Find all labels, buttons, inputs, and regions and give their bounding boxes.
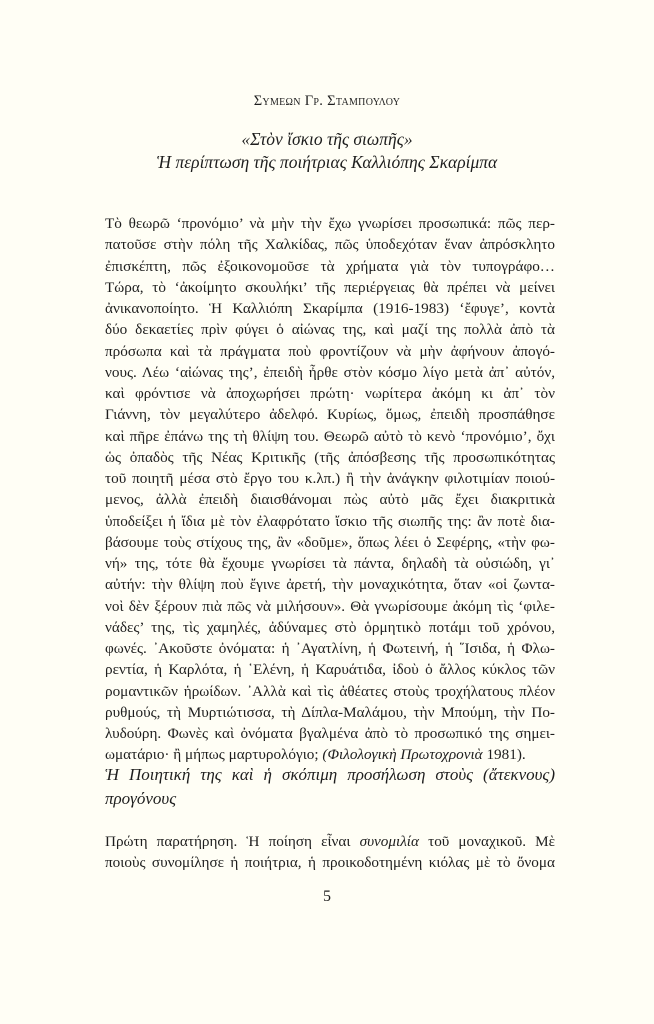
text-line: ποιοὺς συνομίλησε ἡ ποιήτρια, ἡ προικοδοτημένη κιόλας μὲ τὸ ὄνομα [105,854,555,872]
text-run: τοῦ μοναχικοῦ. Μὲ [419,833,556,850]
text-line: δύο δεκαετίες πρὶν φύγει ὁ αἰώνας της, καὶ μαζί της πολλὰ ἀπὸ τὰ [105,321,555,339]
text-line: ὡς ὀπαδὸς τῆς Νέας Κριτικῆς (τῆς ἀπόσβεσης τῆς προσωπικότητας [105,448,555,466]
text-line: ὑποδείξει ἡ ἴδια μὲ τὸν ἐλαφρότατο ἴσκιο τῆς σιωπῆς της: ἂν ποτὲ δια- [105,512,555,530]
text-line: πρόσωπα καὶ τὰ πράγματα ποὺ φροντίζουν νὰ μὴν ἀφήνουν ἀπογό- [105,342,555,360]
text-run: Πρώτη παρατήρηση. Ἡ ποίηση εἶναι [105,833,360,850]
text-line [105,831,555,852]
text-line: βάσουμε τοὺς στίχους της, ἂν «δοῦμε», ὅπως λέει ὁ Σεφέρης, «τὴν φω- [105,533,555,551]
page-number: 5 [323,888,331,905]
citation-year: 1981). [482,746,526,764]
text-line: νοὶ δὲν ξέρουν πιὰ πῶς νὰ μιλήσουν». Θὰ γνωρίσουμε ἀκόμη τὶς ‘φιλε- [105,597,555,615]
paragraph-1 [105,213,555,766]
text-line: νάδες’ της, τὶς χαμηλές, ἀδύναμες στὸ ὁρμητικὸ ποτάμι τοῦ χρόνου, [105,618,555,636]
text-line: λυδούρη. Φωνὲς καὶ ὀνόματα βγαλμένα ἀπὸ τὸ προσωπικό της σημει- [105,725,555,742]
text-line: τοῦ ποιητῆ μέσα στὸ ἔργο του κ.λπ.) ἢ τὴν ἀνάγκην φιλοτιμίαν ποιού- [105,470,555,487]
text-line: καὶ πῆρε ἐπάνω της τὴ θλίψη του. Θεωρῶ αὐτὸ τὸ κενὸ ‘προνόμιο’, ὄχι [105,427,555,445]
text-line: φωνές. ᾿Ακοῦστε ὀνόματα: ἡ ᾿Αγατλίνη, ἡ Φωτεινή, ἡ ῞Ισιδα, ἡ Φλω- [105,640,555,657]
text-line: ρυθμούς, τὴ Μυρτιώτισσα, τὴ Δίπλα-Μαλάμου, τὴν Μπούμη, τὴν Πο- [105,703,555,721]
chapter-title-subtitle: Ἡ περίπτωση τῆς ποιήτριας Καλλιόπης Σκαρίμπα [156,152,498,172]
emphasis-word: συνομιλία [359,833,419,850]
chapter-title [0,128,654,174]
paragraph-2 [105,831,555,874]
text-line: καὶ φρόντισε νὰ ἀποχωρήσει πρώτη· νωρίτερα ἀκόμη κι ἀπ᾽ τὸν [105,385,555,402]
text-line: Τώρα, τὸ ‘ἀκοίμητο σκουλήκι’ τῆς περιέργειας θὰ πρέπει νὰ μείνει [105,278,555,296]
text-line: μενος, ἀλλὰ ἐπειδὴ διαισθάνομαι πὼς αὐτὸ μᾶς ἔχει διακριτικὰ [105,491,555,509]
running-head-author: Συμεων Γρ. Σταμπουλου [253,93,401,109]
section-heading [105,763,555,811]
text-line: Γιάννη, τὸν μεγαλύτερο ἀδελφό. Κυρίως, ὅμως, ἐπειδὴ προσπάθησε [105,406,555,424]
text-line: αὐτήν: τὴν θλίψη ποὺ ἔγινε ἀρετή, τὴν μοναχικότητα, ὅταν «οἱ ζωντα- [105,576,555,594]
text-line: Τὸ θεωρῶ ‘προνόμιο’ νὰ μὴν τὴν ἔχω γνωρίσει προσωπικά: πῶς περ- [105,215,555,232]
text-line: νους. Λέω ‘αἰώνας της’, ἐπειδὴ ἦρθε στὸν κόσμο λίγο μετὰ ἀπ᾽ αὐτόν, [105,363,555,381]
text-line: ρομαντικῶν ἡρωίδων. ᾿Αλλὰ καὶ τὶς ἀθέατες στοὺς τροχήλατους πλέον [105,682,555,700]
section-heading-line: προγόνους [105,789,177,808]
text-line: ἐπισκέπτη, πῶς ἐξοικονομοῦσε τὰ χρήματα γιὰ τὸν τυπογράφο… [105,257,555,275]
text-line: ρεντία, ἡ Καρλότα, ἡ ῾Ελένη, ἡ Καρυάτιδα, ἰδοὺ ὁ ἄλλος κύκλος τῶν [105,661,555,679]
text-line: νή» της, τότε θὰ ἔχουμε γνωρίσει τὰ πάντα, δηλαδὴ τὰ οὐσιώδη, γι᾽ [105,555,555,572]
citation-title: (Φιλολογικὴ Πρωτοχρονιὰ [322,746,483,764]
text-run: ωματάριο· ἢ μήπως μαρτυρολόγιο; [105,746,323,764]
text-line: ἀνικανοποίητο. Ἡ Καλλιόπη Σκαρίμπα (1916-1983) ‘ἔφυγε’, κοντὰ [105,300,555,317]
section-heading-line: Ἡ Ποιητική της καὶ ἡ σκόπιμη προσήλωση στοὺς (ἄτεκνους) [105,765,555,784]
chapter-title-main: «Στὸν ἴσκιο τῆς σιωπῆς» [241,129,413,149]
text-line: πατοῦσε στὴν πόλη τῆς Χαλκίδας, πῶς ὑποδεχόταν ἕναν ἀπρόσκλητο [105,236,555,254]
